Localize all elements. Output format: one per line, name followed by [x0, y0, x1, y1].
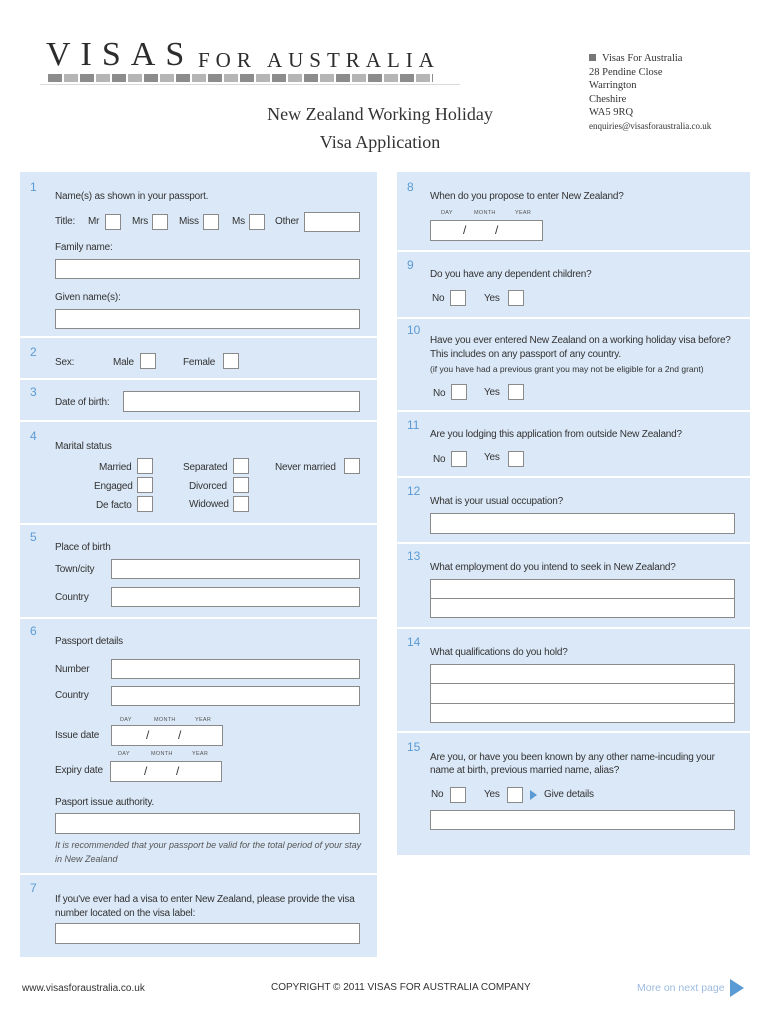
address-line1: 28 Pendine Close	[589, 66, 663, 78]
never-married-label: Never married	[275, 462, 336, 473]
previous-whv-yes-checkbox[interactable]	[508, 384, 524, 400]
previous-whv-note: (if you have had a previous grant you may not be eligible for a 2nd grant)	[430, 364, 704, 374]
section-number: 10	[407, 323, 421, 337]
expiry-year-caption: YEAR	[192, 751, 209, 757]
issue-date-input[interactable]	[111, 725, 223, 746]
passport-country-input[interactable]	[111, 686, 360, 706]
logo-divider	[40, 84, 460, 85]
address-company: Visas For Australia	[602, 53, 683, 64]
entry-date-slash: /	[463, 223, 467, 237]
section-divider	[397, 250, 750, 252]
children-yes-label: Yes	[484, 293, 500, 304]
outside-nz-yes-checkbox[interactable]	[508, 451, 524, 467]
widowed-label: Widowed	[189, 499, 229, 510]
section-divider	[20, 523, 377, 525]
give-details-label: Give details	[544, 789, 594, 800]
section-number: 8	[407, 180, 414, 194]
section-number: 12	[407, 484, 421, 498]
employment-input-line2[interactable]	[430, 598, 735, 618]
title-mr-label: Mr	[88, 216, 100, 227]
given-names-input[interactable]	[55, 309, 360, 329]
title-mrs-label: Mrs	[132, 216, 149, 227]
section-number: 15	[407, 740, 421, 754]
other-names-details-input[interactable]	[430, 810, 735, 830]
company-address	[589, 52, 711, 133]
engaged-checkbox[interactable]	[137, 477, 153, 493]
passport-number-input[interactable]	[111, 659, 360, 679]
divorced-checkbox[interactable]	[233, 477, 249, 493]
married-label: Married	[99, 462, 132, 473]
sex-male-checkbox[interactable]	[140, 353, 156, 369]
section-divider	[20, 617, 377, 619]
birth-country-input[interactable]	[111, 587, 360, 607]
occupation-input[interactable]	[430, 513, 735, 534]
qualifications-question: What qualifications do you hold?	[430, 647, 568, 658]
next-page-arrow-icon[interactable]	[730, 979, 744, 997]
address-postcode: WA5 9RQ	[589, 107, 634, 118]
section-number: 9	[407, 258, 414, 272]
title-other-input[interactable]	[304, 212, 360, 232]
dob-input[interactable]	[123, 391, 360, 412]
logo-sub-text: FOR AUSTRALIA	[198, 48, 440, 72]
de-facto-label: De facto	[96, 500, 132, 511]
issue-date-label: Issue date	[55, 730, 100, 741]
section-number: 14	[407, 635, 421, 649]
entry-date-question: When do you propose to enter New Zealand?	[430, 191, 624, 202]
section-number: 2	[30, 345, 37, 359]
dob-label: Date of birth:	[55, 397, 110, 408]
family-name-label: Family name:	[55, 242, 113, 253]
birth-town-label: Town/city	[55, 564, 95, 575]
other-names-no-checkbox[interactable]	[450, 787, 466, 803]
title-mrs-checkbox[interactable]	[152, 214, 168, 230]
section-number: 4	[30, 429, 37, 443]
widowed-checkbox[interactable]	[233, 496, 249, 512]
sex-label: Sex:	[55, 357, 75, 368]
entry-date-slash: /	[495, 223, 499, 237]
previous-whv-no-label: No	[433, 388, 446, 399]
section-number: 11	[407, 418, 420, 432]
previous-visa-question: If you've ever had a visa to enter New Zealand, please provide the visa number located on the visa label:	[55, 894, 355, 919]
issuing-authority-label: Pasport issue authority.	[55, 797, 154, 808]
title-ms-checkbox[interactable]	[249, 214, 265, 230]
sex-male-label: Male	[113, 357, 134, 368]
divorced-label: Divorced	[189, 481, 227, 492]
entry-month-caption: MONTH	[474, 210, 496, 216]
triangle-right-icon	[530, 790, 537, 800]
qualifications-input-line1[interactable]	[430, 664, 735, 684]
passport-country-label: Country	[55, 690, 89, 701]
issue-month-caption: MONTH	[154, 717, 176, 723]
section-number: 3	[30, 385, 37, 399]
entry-year-caption: YEAR	[515, 210, 532, 216]
section-divider	[397, 476, 750, 478]
issue-day-caption: DAY	[120, 717, 132, 723]
section-divider	[397, 627, 750, 629]
title-mr-checkbox[interactable]	[105, 214, 121, 230]
title-other-label: Other	[275, 216, 300, 227]
address-email: enquiries@visasforaustralia.co.uk	[589, 120, 712, 131]
names-heading: Name(s) as shown in your passport.	[55, 191, 209, 202]
address-line2: Warrington	[589, 80, 637, 91]
footer-website: www.visasforaustralia.co.uk	[22, 983, 145, 994]
other-names-yes-label: Yes	[484, 789, 500, 800]
marital-heading: Marital status	[55, 441, 112, 452]
previous-visa-number-input[interactable]	[55, 923, 360, 944]
expiry-date-input[interactable]	[110, 761, 222, 782]
expiry-date-slash: /	[144, 764, 148, 778]
separated-checkbox[interactable]	[233, 458, 249, 474]
separated-label: Separated	[183, 462, 228, 473]
qualifications-input-line2[interactable]	[430, 683, 735, 704]
entry-day-caption: DAY	[441, 210, 453, 216]
other-names-no-label: No	[431, 789, 444, 800]
qualifications-input-line3[interactable]	[430, 703, 735, 723]
section-number: 6	[30, 624, 37, 638]
outside-nz-no-label: No	[433, 454, 446, 465]
title-label: Title:	[55, 216, 76, 227]
passport-number-label: Number	[55, 664, 90, 675]
children-yes-checkbox[interactable]	[508, 290, 524, 306]
other-names-yes-checkbox[interactable]	[507, 787, 523, 803]
employment-input-line1[interactable]	[430, 579, 735, 599]
section-number: 7	[30, 881, 37, 895]
section-number: 1	[30, 180, 37, 194]
logo-main-text: VISAS	[46, 36, 195, 73]
sex-female-label: Female	[183, 357, 216, 368]
expiry-date-slash: /	[176, 764, 180, 778]
other-names-question-line2: name at birth, previous married name, alias?	[430, 765, 620, 776]
occupation-question: What is your usual occupation?	[430, 496, 563, 507]
place-of-birth-heading: Place of birth	[55, 542, 111, 553]
married-checkbox[interactable]	[137, 458, 153, 474]
employment-question: What employment do you intend to seek in New Zealand?	[430, 562, 676, 573]
issue-date-slash: /	[146, 728, 150, 742]
section-divider	[20, 420, 377, 422]
expiry-month-caption: MONTH	[151, 751, 173, 757]
issuing-authority-input[interactable]	[55, 813, 360, 834]
engaged-label: Engaged	[94, 481, 133, 492]
passport-validity-note: It is recommended that your passport be valid for the total period of your stay in New Zealand	[55, 840, 362, 864]
birth-town-input[interactable]	[111, 559, 360, 579]
given-names-label: Given name(s):	[55, 292, 121, 303]
section-number: 5	[30, 530, 37, 544]
bullet-square-icon	[589, 54, 596, 61]
passport-heading: Passport details	[55, 636, 123, 647]
page-title-line1: New Zealand Working Holiday	[267, 104, 493, 124]
previous-whv-yes-label: Yes	[484, 387, 500, 398]
never-married-checkbox[interactable]	[344, 458, 360, 474]
outside-nz-no-checkbox[interactable]	[451, 451, 467, 467]
outside-nz-yes-label: Yes	[484, 452, 500, 463]
sex-female-checkbox[interactable]	[223, 353, 239, 369]
children-no-label: No	[432, 293, 445, 304]
family-name-input[interactable]	[55, 259, 360, 279]
section-divider	[397, 731, 750, 733]
address-line3: Cheshire	[589, 93, 627, 105]
section-divider	[20, 378, 377, 380]
expiry-date-label: Expiry date	[55, 765, 103, 776]
section-divider	[20, 336, 377, 338]
more-on-next-page-label: More on next page	[637, 982, 725, 994]
previous-whv-question-line1: Have you ever entered New Zealand on a working holiday visa before?	[430, 335, 731, 346]
title-ms-label: Ms	[232, 216, 245, 227]
page-title-line2: Visa Application	[319, 132, 441, 152]
children-no-checkbox[interactable]	[450, 290, 466, 306]
section-divider	[397, 317, 750, 319]
expiry-day-caption: DAY	[118, 751, 130, 757]
birth-country-label: Country	[55, 592, 89, 603]
previous-whv-question-line2: This includes on any passport of any country.	[430, 349, 621, 360]
title-miss-checkbox[interactable]	[203, 214, 219, 230]
section-divider	[20, 873, 377, 875]
de-facto-checkbox[interactable]	[137, 496, 153, 512]
section-divider	[397, 410, 750, 412]
section-number: 13	[407, 549, 421, 563]
issue-date-slash: /	[178, 728, 182, 742]
issue-year-caption: YEAR	[195, 717, 212, 723]
previous-whv-no-checkbox[interactable]	[451, 384, 467, 400]
footer-copyright: COPYRIGHT © 2011 VISAS FOR AUSTRALIA COMPANY	[271, 982, 531, 993]
title-miss-label: Miss	[179, 216, 199, 227]
entry-date-input[interactable]	[430, 220, 543, 241]
section-divider	[397, 542, 750, 544]
outside-nz-question: Are you lodging this application from outside New Zealand?	[430, 429, 682, 440]
other-names-question-line1: Are you, or have you been known by any other name-incuding your	[430, 752, 715, 763]
dependent-children-question: Do you have any dependent children?	[430, 269, 592, 280]
logo-stripe	[48, 74, 433, 82]
